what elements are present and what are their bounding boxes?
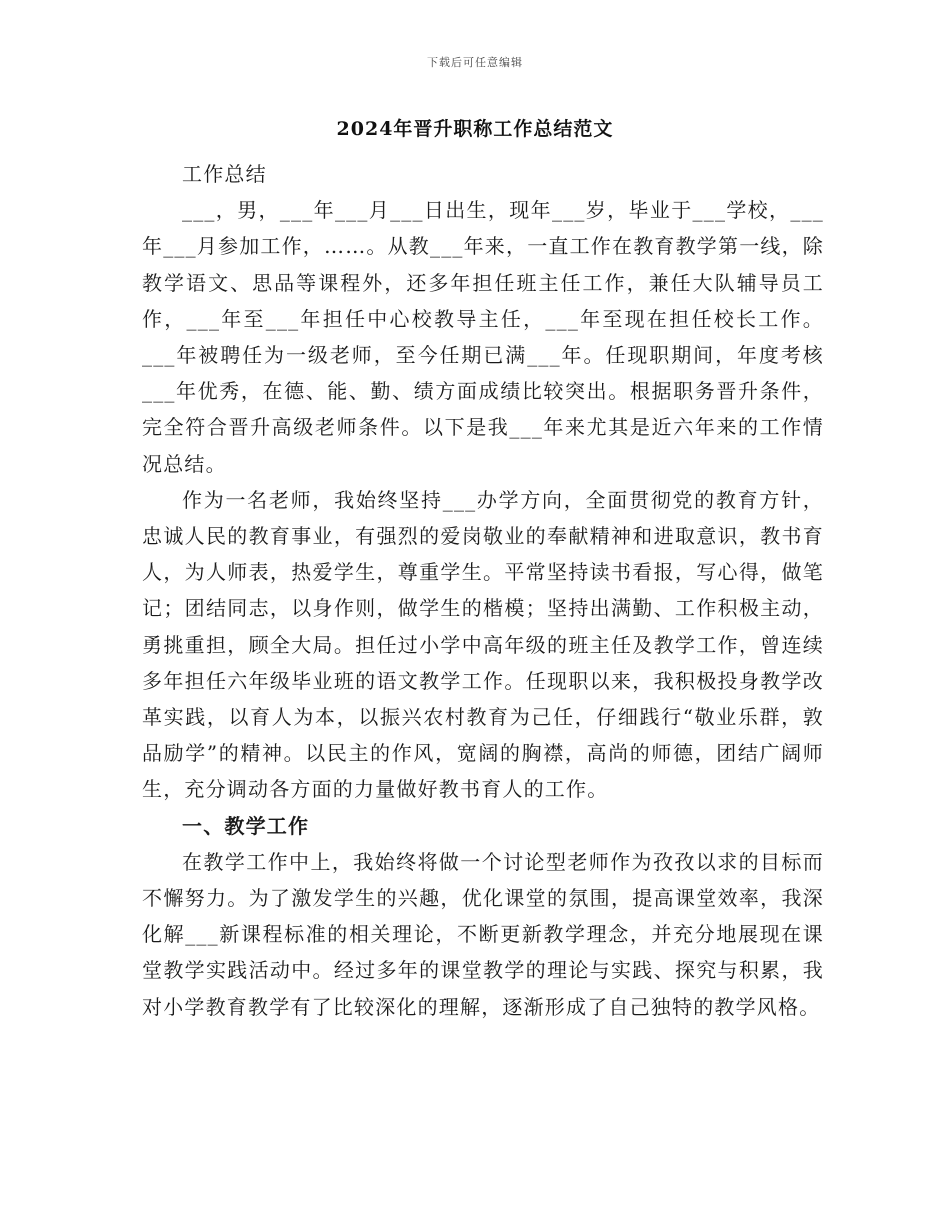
document-body	[142, 156, 824, 1025]
header-note: 下载后可任意编辑	[427, 56, 523, 69]
paragraph-teacher-ethics: 作为一名老师，我始终坚持___办学方向，全面贯彻党的教育方针，忠诚人民的教育事业，有强烈的爱岗敬业的奉献精神和进取意识，教书育人，为人师表，热爱学生，尊重学生。平常坚持读书看报，写心得，做笔记；团结同志，以身作则，做学生的楷模；坚持出满勤、工作积极主动，勇挑重担，顾全大局。担任过小学中高年级的班主任及教学工作，曾连续多年担任六年级毕业班的语文教学工作。任现职以来，我积极投身教学改革实践，以育人为本，以振兴农村教育为己任，仔细践行“敬业乐群，敦品励学”的精神。以民主的作风，宽阔的胸襟，高尚的师德，团结广阔师生，充分调动各方面的力量做好教书育人的工作。	[142, 487, 824, 802]
paragraph-teaching-work: 在教学工作中上，我始终将做一个讨论型老师作为孜孜以求的目标而不懈努力。为了激发学生的兴趣，优化课堂的氛围，提高课堂效率，我深化解___新课程标准的相关理论，不断更新教学理念，并充分地展现在课堂教学实践活动中。经过多年的课堂教学的理论与实践、探究与积累，我对小学教育教学有了比较深化的理解，逐渐形成了自己独特的教学风格。	[142, 849, 824, 1019]
section-heading-teaching: 一、教学工作	[182, 813, 310, 838]
document-title: 2024年晋升职称工作总结范文	[336, 118, 614, 140]
paragraph-personal-info: ___，男，___年___月___日出生，现年___岁，毕业于___学校，___年___月参加工作，……。从教___年来，一直工作在教育教学第一线，除教学语文、思品等课程外，还多年担任班主任工作，兼任大队辅导员工作，___年至___年担任中心校教导主任，___年至现在担任校长工作。___年被聘任为一级老师，至今任期已满___年。任现职期间，年度考核___年优秀，在德、能、勤、绩方面成绩比较突出。根据职务晋升条件，完全符合晋升高级老师条件。以下是我___年来尤其是近六年来的工作情况总结。	[142, 198, 824, 476]
paragraph-heading-summary: 工作总结	[182, 162, 267, 186]
